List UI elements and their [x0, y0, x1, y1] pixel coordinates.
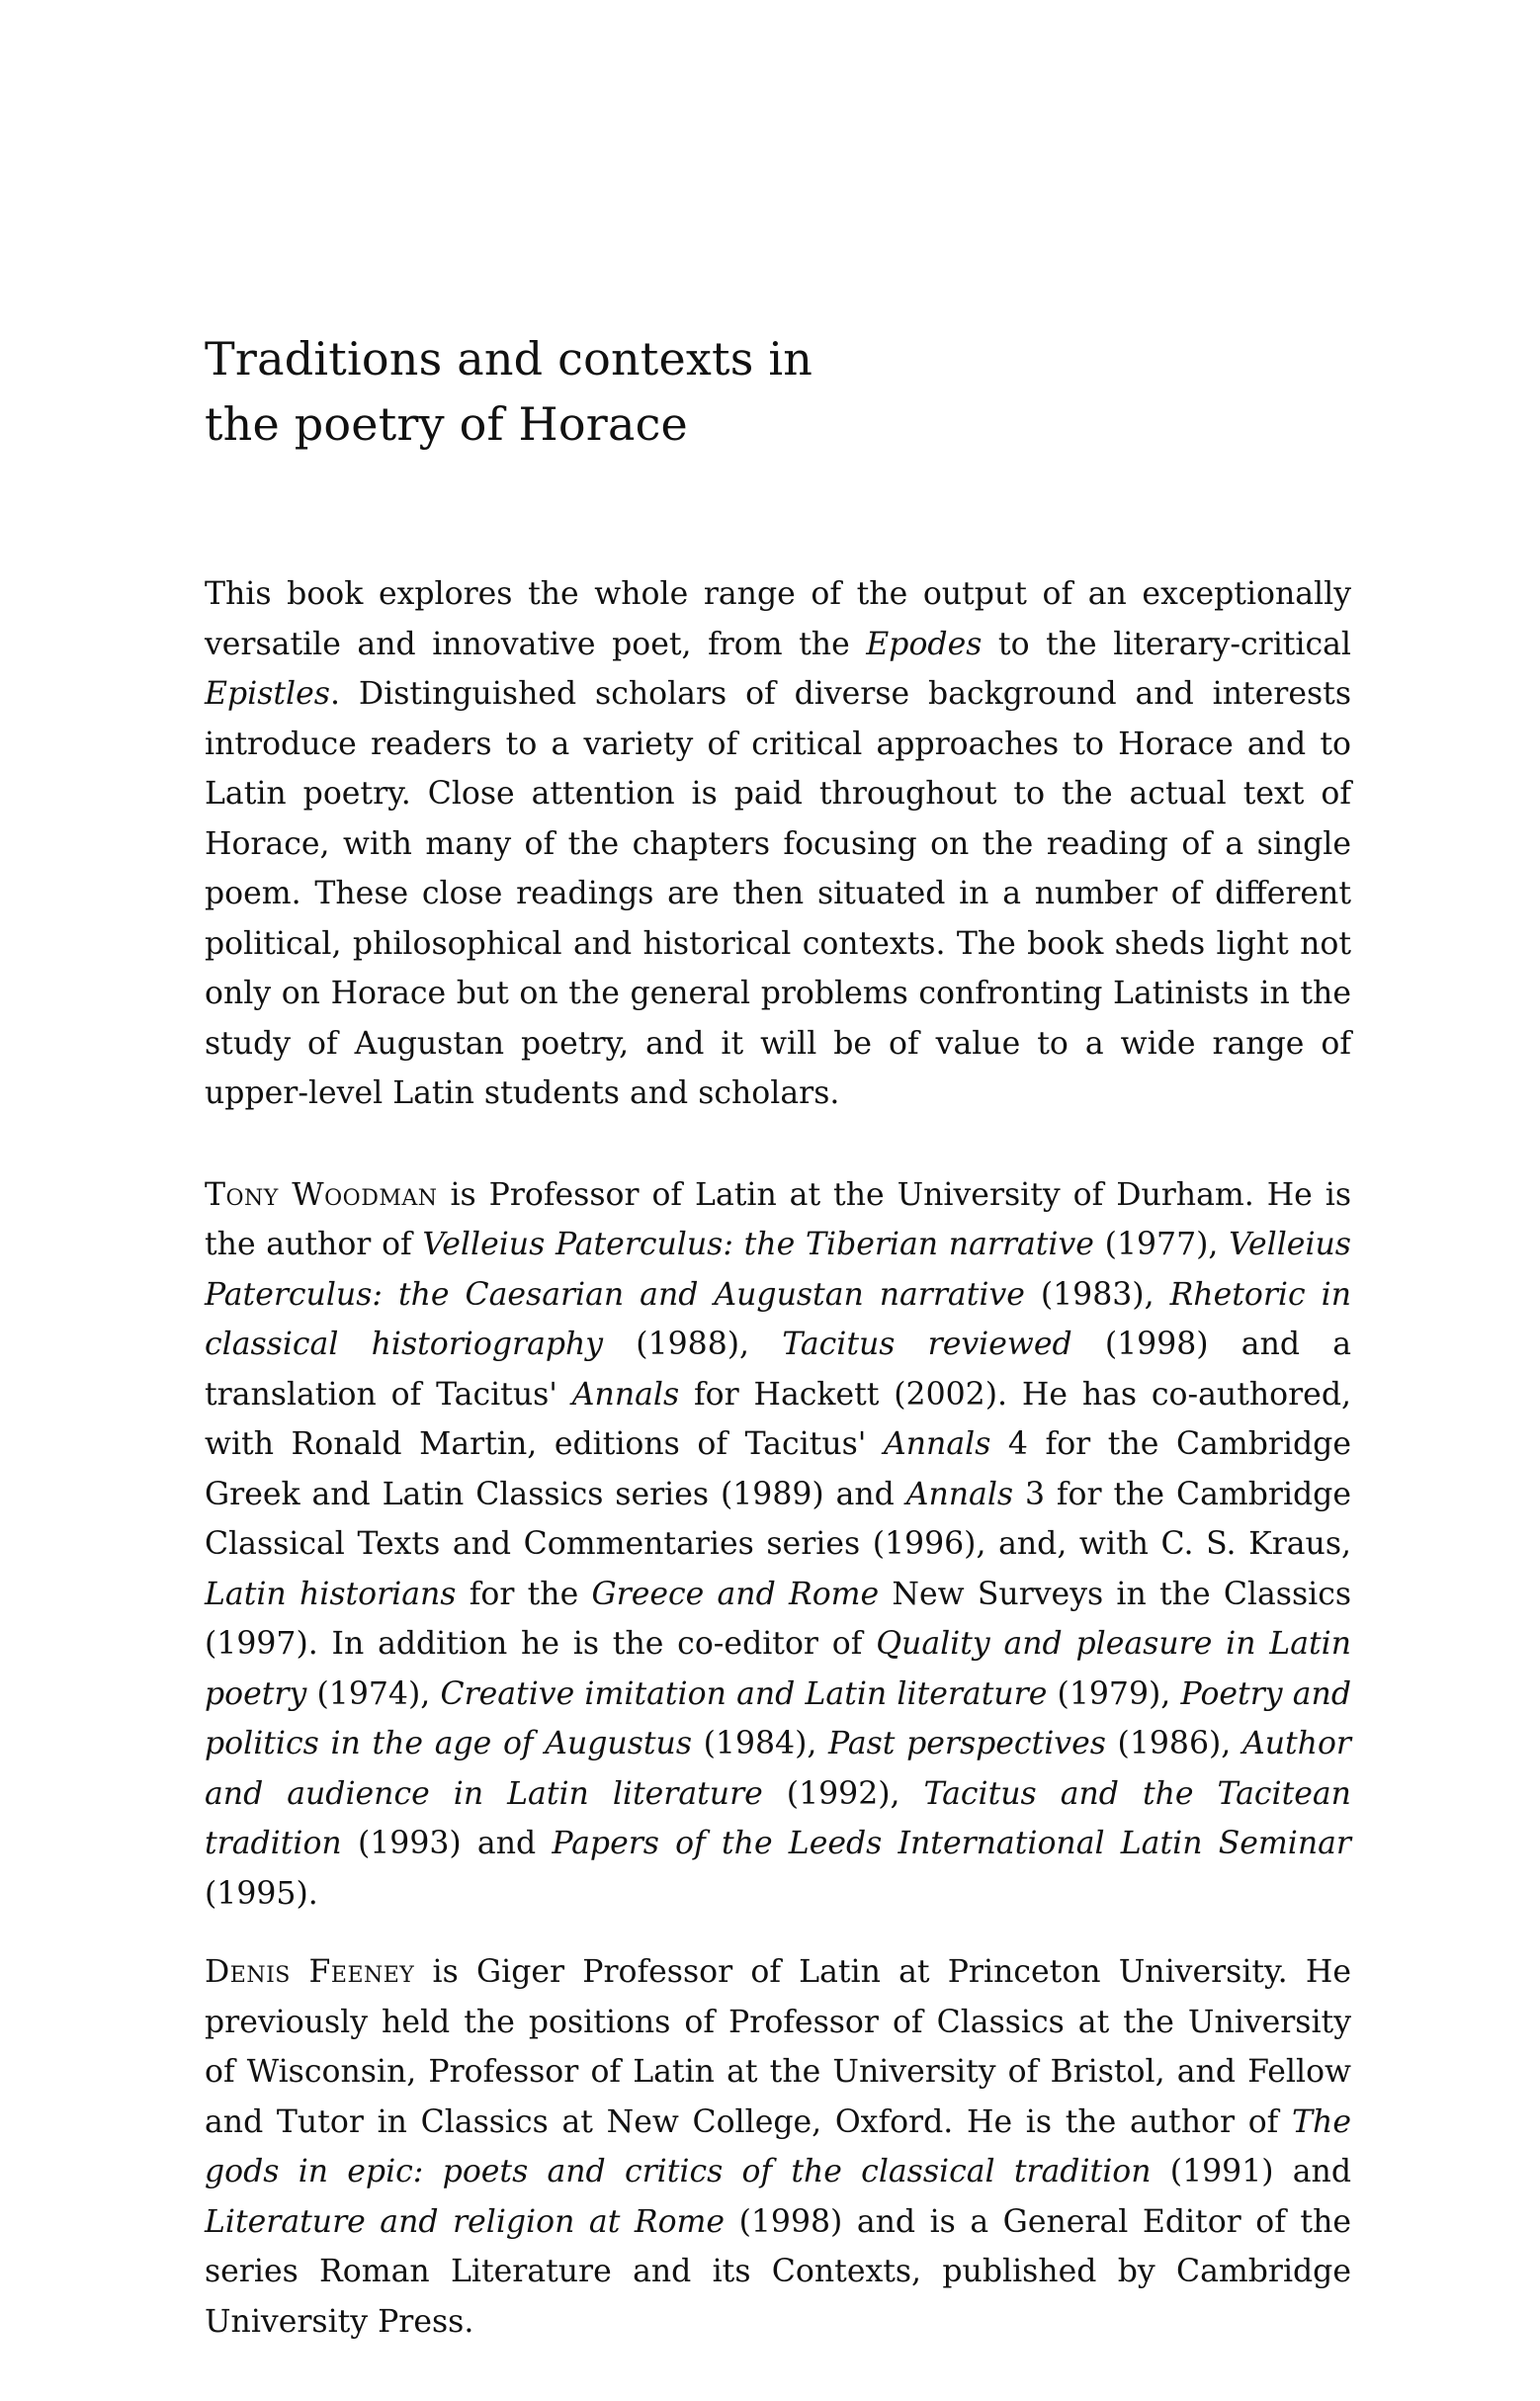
- bio-text: (1974),: [306, 1675, 441, 1712]
- italic-book-title: Annals: [571, 1376, 680, 1413]
- bio-text: (1988),: [603, 1327, 783, 1362]
- italic-title-epistles: Epistles: [205, 676, 330, 712]
- editor-name-feeney: Denis Feeney: [205, 1954, 415, 1990]
- bio-text: 3 for the Cambridge Classical Texts and Commentaries series (1996), and, with C. S. Kraus,: [205, 1476, 1351, 1562]
- bio-text: (1983),: [1024, 1276, 1170, 1313]
- bio-text: New Surveys in the Classics (1997). In addition he is the co-editor of: [205, 1576, 1352, 1662]
- description-text: This book explores the whole range of the output of an exceptionally versatile and innovative poet, from the: [205, 576, 1351, 662]
- book-front-matter: [205, 326, 1351, 2347]
- editor-name-woodman: Tony Woodman: [205, 1176, 438, 1213]
- italic-book-title: Velleius Paterculus: the Tiberian narrative: [422, 1227, 1094, 1262]
- bio-text: (1995).: [205, 1875, 318, 1912]
- description-text: to the literary-critical: [982, 626, 1351, 662]
- italic-book-title: Creative imitation and Latin literature: [440, 1675, 1048, 1712]
- bio-text: is Giger Professor of Latin at Princeton University. He previously held the positions of Professor of Classics at the University of Wisconsin, Professor of Latin at the University of Bristol, and Fellow and Tutor in Classics at New College, Oxford. He is the author of: [205, 1954, 1351, 2140]
- bio-text: (1979),: [1047, 1675, 1181, 1712]
- italic-book-title: Latin historians: [205, 1576, 457, 1612]
- italic-book-title: Tacitus and the Tacitean tradition: [205, 1775, 1351, 1861]
- book-title-line-2: the poetry of Horace: [205, 397, 688, 451]
- bio-text: (1984),: [691, 1726, 829, 1761]
- bio-text: (1986),: [1105, 1726, 1242, 1761]
- description-text: . Distinguished scholars of diverse background and interests introduce readers to a variety of critical approaches to Horace and to Latin poetry. Close attention is paid throughout to the actual text of Horace, with many of the chapters focusing on the reading of a single poem. These close readings are then situated in a number of different political, philosophical and historical contexts. The book sheds light not only on Horace but on the general problems confronting Latinists in the study of Augustan poetry, and it will be of value to a wide range of upper-level Latin students and scholars.: [205, 676, 1351, 1111]
- bio-text: is Professor of Latin at the University of Durham. He is the author of: [205, 1176, 1351, 1262]
- bio-text: (1977),: [1093, 1227, 1230, 1262]
- bio-text: for Hackett (2002). He has co-authored, with Ronald Martin, editions of Tacitus': [205, 1376, 1351, 1462]
- bio-text: (1991) and: [1151, 2154, 1351, 2189]
- italic-book-title: Rhetoric in classical historiography: [205, 1276, 1351, 1362]
- bio-text: (1993) and: [341, 1826, 553, 1861]
- book-title: [205, 326, 1351, 457]
- bio-text: (1998) and a translation of Tacitus': [205, 1327, 1351, 1413]
- italic-book-title: Quality and pleasure in Latin poetry: [205, 1626, 1351, 1712]
- italic-book-title: Past perspectives: [828, 1726, 1106, 1761]
- italic-book-title: Velleius Paterculus: the Caesarian and Augustan narrative: [205, 1227, 1351, 1313]
- italic-title-epodes: Epodes: [866, 626, 983, 662]
- italic-book-title: Literature and religion at Rome: [205, 2203, 726, 2240]
- italic-book-title: Tacitus reviewed: [782, 1327, 1072, 1362]
- bio-text: (1992),: [762, 1775, 924, 1812]
- editor-bio-woodman: [205, 1170, 1351, 1920]
- italic-book-title: Poetry and politics in the age of Augustus: [205, 1675, 1351, 1761]
- book-title-line-1: Traditions and contexts in: [205, 332, 813, 386]
- italic-book-title: The gods in epic: poets and critics of the classical tradition: [205, 2103, 1351, 2189]
- bio-text: 4 for the Cambridge Greek and Latin Classics series (1989) and: [205, 1426, 1351, 1512]
- book-description: [205, 569, 1351, 1119]
- italic-book-title: Annals: [905, 1476, 1014, 1512]
- italic-book-title: Greece and Rome: [591, 1576, 880, 1612]
- italic-book-title: Author and audience in Latin literature: [205, 1726, 1351, 1812]
- bio-text: for the: [456, 1576, 592, 1612]
- bio-text: (1998) and is a General Editor of the series Roman Literature and its Contexts, published by Cambridge University Press.: [205, 2203, 1351, 2340]
- editor-bio-feeney: [205, 1947, 1351, 2347]
- italic-book-title: Papers of the Leeds International Latin Seminar: [552, 1826, 1351, 1861]
- italic-book-title: Annals: [884, 1426, 991, 1462]
